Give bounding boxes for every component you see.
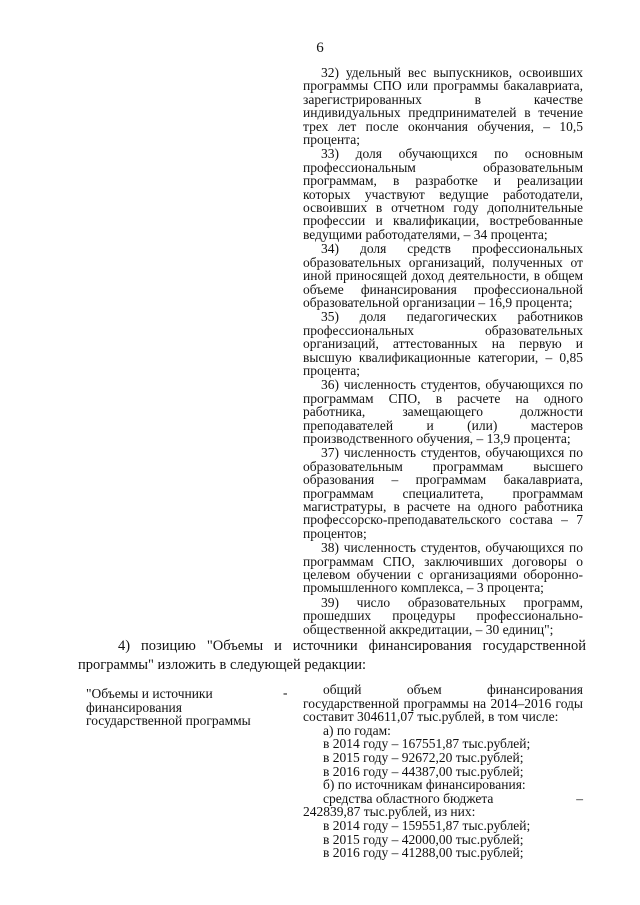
list-item: 35) доля педагогических работников профессиональных образовательных организаций, аттестованных на первую и высшую квалификационные категории, – 0,85 процента; [303, 309, 583, 378]
list-item: 33) доля обучающихся по основным профессиональным образовательным программам, в разработке и реализации которых участвуют ведущие работодатели, освоивших в отчетном году дополнительные профессии и квалификации, востребованные ведущими работодателями, – 34 процента; [303, 146, 583, 242]
list-item: 32) удельный вес выпускников, освоивших программы СПО или программы бакалавриата, зарегистрированных в качестве индивидуальных предпринимателей в течение трех лет после окончания обучения, – 10,5 процента; [303, 65, 583, 148]
list-item: 37) численность студентов, обучающихся по образовательным программам высшего образования – программам бакалавриата, программам специалитета, программам магистратуры, в расчете на одного работника профессорско-преподавательского состава – 7 процентов; [303, 445, 583, 541]
regional-budget-amount: 242839,87 тыс.рублей, из них: [303, 804, 476, 820]
list-item: 36) численность студентов, обучающихся по программам СПО, в расчете на одного работника, замещающего должности преподавателей и (или) мастеров производственного обучения, – 13,9 процента; [303, 377, 583, 446]
list-item: 39) число образовательных программ, прошедших процедуры профессионально-общественной аккредитации, – 30 единиц"; [303, 594, 583, 637]
indicators-list [303, 66, 583, 637]
funding-total: общий объем финансирования государственной программы на 2014–2016 годы составит 304611,07 тыс.рублей, в том числе: [303, 682, 583, 725]
label-dash: - [283, 685, 288, 700]
regional-year-line: в 2014 году – 159551,87 тыс.рублей; [323, 817, 531, 833]
regional-budget-dash: – [576, 790, 583, 806]
year-line: в 2016 году – 44387,00 тыс.рублей; [323, 763, 524, 779]
list-item: 38) численность студентов, обучающихся по программам СПО, заключивших договоры о целевом обучении с организациями оборонно-промышленного комплекса, – 3 процента; [303, 540, 583, 596]
paragraph-4: 4) позицию "Объемы и источники финансирования государственной программы" изложить в следующей редакции: [78, 638, 586, 673]
by-sources-label: б) по источникам финансирования: [323, 777, 526, 793]
page-number: 6 [316, 40, 324, 56]
regional-budget-label: средства областного бюджета [323, 790, 494, 806]
list-item: 34) доля средств профессиональных образовательных организаций, полученных от иной приносящей доход деятельности, в общем объеме финансирования профессиональной образовательной организации – 16,9 процента; [303, 241, 583, 310]
by-years-label: а) по годам: [323, 722, 391, 738]
regional-budget-line [303, 792, 583, 806]
regional-year-line: в 2015 году – 42000,00 тыс.рублей; [323, 831, 524, 847]
funding-section-label: "Объемы и источники финансирования государственной программы [86, 686, 251, 729]
funding-details [303, 683, 583, 860]
year-line: в 2014 году – 167551,87 тыс.рублей; [323, 736, 531, 752]
year-line: в 2015 году – 92672,20 тыс.рублей; [323, 749, 524, 765]
regional-year-line: в 2016 году – 41288,00 тыс.рублей; [323, 845, 524, 861]
